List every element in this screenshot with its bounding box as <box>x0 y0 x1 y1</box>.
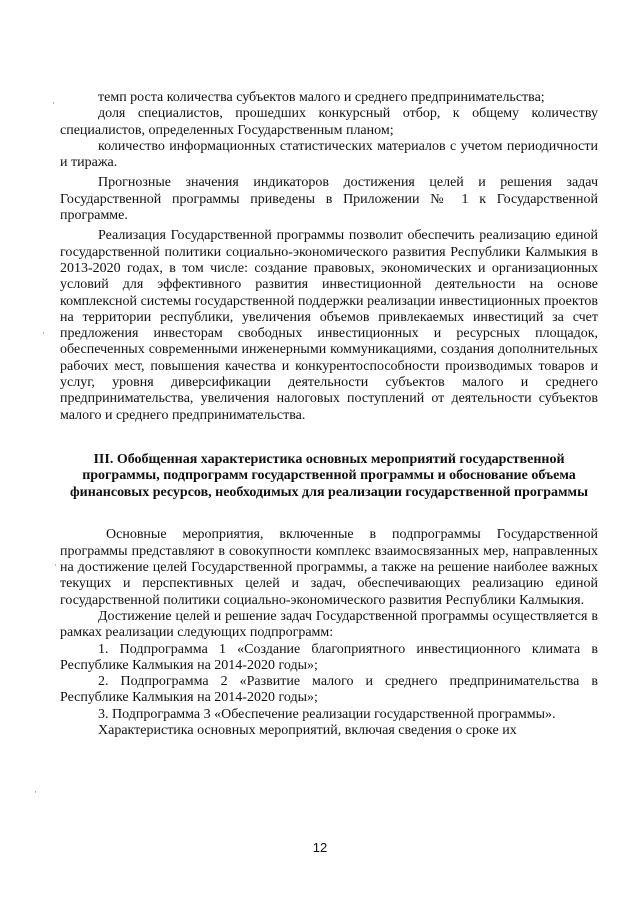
list-item-subprogram-3: 3. Подпрограмма 3 «Обеспечение реализации государственной программы». <box>98 706 556 722</box>
paragraph-indicator-materials: количество информационных статистических материалов с учетом периодичности и тиража. <box>60 138 598 171</box>
page-number: 12 <box>312 840 328 855</box>
paragraph-characteristics: Характеристика основных мероприятий, включая сведения о сроке их <box>98 723 517 738</box>
list-item-subprogram-2: 2. Подпрограмма 2 «Развитие малого и среднего предпринимательства в Республике Калмыкия на 2014-2020 годы»; <box>60 674 598 706</box>
paragraph-indicator-specialists: доля специалистов, прошедших конкурсный отбор, к общему количеству специалистов, определенных Государственным планом; <box>60 106 598 138</box>
paragraph-main-activities: Основные мероприятия, включенные в подпрограммы Государственной программы представляют в совокупности комплекс взаимосвязанных мер, направленных на достижение целей Государственной программы, а также на решение наиболее важных текущих и перспективных целей и задач, обеспечивающих реализацию единой государственной политики социально-экономического развития Республики Калмыкия. <box>60 527 598 608</box>
page-content <box>60 90 598 739</box>
list-item-subprogram-1: 1. Подпрограмма 1 «Создание благоприятного инвестиционного климата в Республике Калмыкия на 2014-2020 годы»; <box>60 641 598 673</box>
scan-mark: · <box>54 560 57 570</box>
paragraph-forecast-values: Прогнозные значения индикаторов достижения целей и решения задач Государственной программы приведены в Приложении № 1 к Государственной программе. <box>60 175 598 224</box>
scan-mark: · <box>52 98 55 108</box>
paragraph-goals-achievement: Достижение целей и решение задач Государственной программы осуществляется в рамках реализации следующих подпрограмм: <box>60 608 598 641</box>
paragraph-indicator-growth-rate: темп роста количества субъектов малого и среднего предпринимательства; <box>98 90 545 105</box>
section-heading: III. Обобщенная характеристика основных мероприятий государственной программы, подпрограмм государственной программы и обоснование объема финансовых ресурсов, необходимых для реализации государственной программы <box>69 451 589 500</box>
paragraph-program-implementation: Реализация Государственной программы позволит обеспечить реализацию единой государственной политики социально-экономического развития Республики Калмыкия в 2013-2020 годах, в том числе: создание правовых, экономических и организационных условий для эффективного развития инвестиционной деятельности на основе комплексной системы государственной поддержки реализации инвестиционных проектов на территории республики, увеличения объемов привлекаемых инвестиций за счет предложения инвесторам свободных инвестиционных и ресурсных площадок, обеспеченных современными инженерными коммуникациями, создания дополнительных рабочих мест, повышения качества и конкурентоспособности производимых товаров и услуг, уровня диверсификации деятельности субъектов малого и среднего предпринимательства, увеличения налоговых поступлений от деятельности субъектов малого и среднего предпринимательства. <box>60 228 598 423</box>
scan-mark: · <box>34 787 37 797</box>
scan-mark: · <box>42 328 45 338</box>
